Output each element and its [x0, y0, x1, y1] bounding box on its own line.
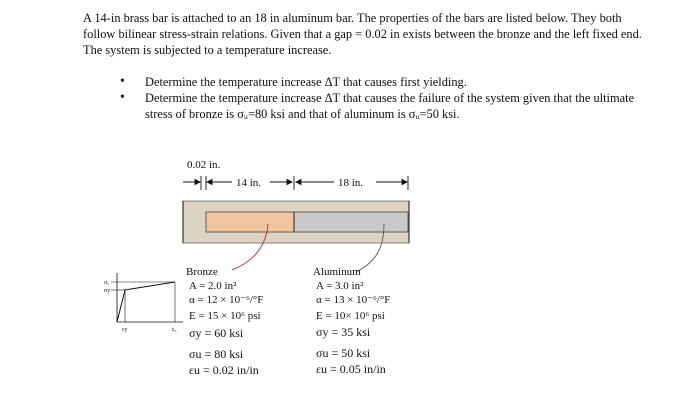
aluminum-eps-u: εu = 0.05 in/in [316, 362, 386, 376]
right-length-label: 18 in. [338, 177, 364, 189]
graph-sigma-y: σy [104, 288, 111, 294]
aluminum-sigma-u: σu = 50 ksi [316, 346, 371, 360]
bronze-sigma-u: σu = 80 ksi [189, 347, 244, 361]
aluminum-properties [313, 266, 390, 376]
bronze-eps-u: εu = 0.02 in/in [189, 363, 259, 377]
graph-eps-u: εᵤ [172, 327, 177, 333]
bronze-bar [206, 212, 294, 232]
graph-sigma-u: σᵤ [104, 280, 110, 286]
task-item-failure: • Determine the temperature increase ΔT that causes the failure of the system given that the ultimate stress of bronze is σᵤ=80 ksi and that of aluminum is σᵤ=50 ksi. [120, 90, 640, 122]
bronze-name: Bronze [186, 266, 218, 278]
bronze-alpha: α = 12 × 10⁻⁶/°F [189, 294, 264, 306]
aluminum-sigma-y: σy = 35 ksi [316, 325, 371, 339]
aluminum-area: A = 3.0 in² [316, 280, 364, 292]
left-length-label: 14 in. [236, 177, 262, 189]
graph-eps-y: εy [122, 327, 128, 333]
stress-strain-graph [111, 273, 183, 322]
gap-label: 0.02 in. [187, 159, 221, 171]
problem-statement: A 14-in brass bar is attached to an 18 in aluminum bar. The properties of the bars are listed below. They both follow bilinear stress-strain relations. Given that a gap = 0.02 in exists between the bronze and the left fixed end. The system is subjected to a temperature increase. [83, 11, 642, 57]
bronze-sigma-y: σy = 60 ksi [189, 326, 244, 340]
bronze-area: A = 2.0 in² [189, 280, 237, 292]
dimension-lines [183, 176, 408, 190]
task-item-first-yield: • Determine the temperature increase ΔT that causes first yielding. [120, 74, 640, 90]
aluminum-bar [294, 212, 408, 232]
aluminum-name: Aluminum [313, 266, 361, 278]
bronze-properties [186, 266, 263, 377]
bronze-modulus: E = 15 × 10⁶ psi [189, 310, 261, 322]
aluminum-alpha: α = 13 × 10⁻⁶/°F [316, 294, 391, 306]
aluminum-modulus: E = 10× 10⁶ psi [316, 310, 385, 322]
